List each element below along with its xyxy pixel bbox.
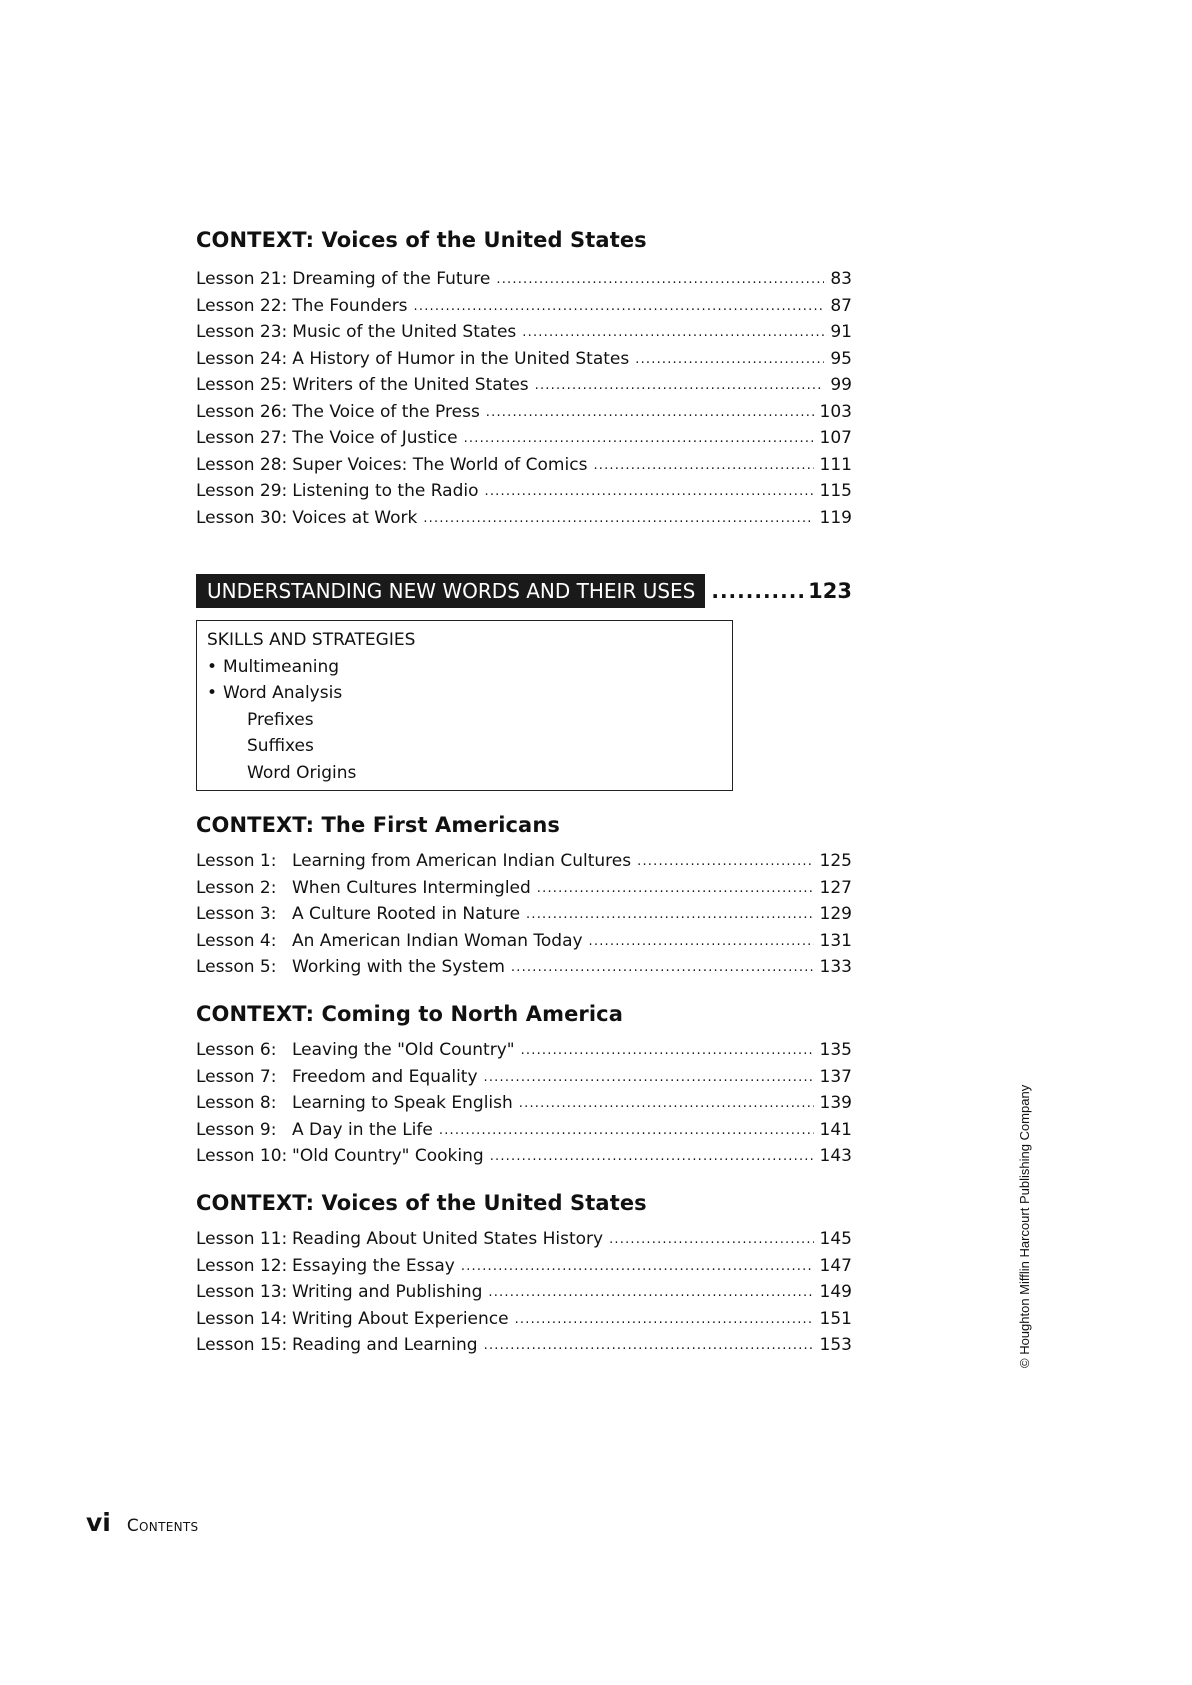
lesson-number: Lesson 12:	[196, 1255, 288, 1276]
lesson-number: Lesson 14:	[196, 1308, 288, 1329]
lesson-number: Lesson 6:	[196, 1040, 277, 1060]
toc-row	[196, 1256, 852, 1283]
page-number: 137	[819, 1066, 852, 1087]
dot-leader	[593, 454, 813, 474]
page-number: 91	[830, 322, 852, 342]
lesson-title: Reading and Learning	[292, 1335, 478, 1355]
toc-row	[196, 481, 852, 508]
lesson-title: Reading About United States History	[292, 1229, 604, 1249]
lesson-number: Lesson 26:	[196, 401, 288, 422]
toc-row	[196, 1067, 852, 1094]
page-number: 95	[830, 348, 852, 369]
unit-banner-row	[196, 574, 852, 608]
dot-leader	[461, 1255, 814, 1275]
lesson-number: Lesson 27:	[196, 428, 288, 448]
lesson-number: Lesson 30:	[196, 507, 288, 528]
section-heading: CONTEXT: The First Americans	[196, 813, 560, 837]
page-number: 127	[819, 877, 852, 898]
dot-leader	[484, 1334, 814, 1354]
lesson-list	[196, 851, 852, 984]
toc-section-first-americans	[196, 813, 852, 984]
lesson-title: Voices at Work	[292, 507, 418, 528]
dot-leader	[496, 268, 824, 288]
page-number: 129	[819, 904, 852, 924]
dot-leader	[635, 348, 824, 368]
page-number: 119	[819, 507, 852, 528]
toc-row	[196, 878, 852, 905]
toc-row	[196, 402, 852, 429]
dot-leader	[535, 374, 825, 394]
lesson-number: Lesson 11:	[196, 1229, 288, 1249]
lesson-title: Super Voices: The World of Comics	[292, 454, 588, 475]
dot-leader	[511, 956, 814, 976]
toc-row	[196, 1093, 852, 1120]
dot-leader	[439, 1119, 814, 1139]
lesson-number: Lesson 5:	[196, 957, 277, 977]
bullet-icon: •	[207, 683, 218, 703]
lesson-title: Music of the United States	[292, 322, 517, 342]
lesson-title: The Voice of Justice	[292, 428, 458, 448]
page-number: 115	[819, 481, 852, 501]
dot-leader	[488, 1281, 813, 1301]
lesson-number: Lesson 22:	[196, 295, 288, 316]
dot-leader	[522, 321, 824, 341]
copyright-notice: © Houghton Mifflin Harcourt Publishing Company	[1017, 1084, 1032, 1368]
lesson-number: Lesson 8:	[196, 1093, 277, 1113]
lesson-title: Writers of the United States	[292, 375, 529, 395]
unit-banner-title: UNDERSTANDING NEW WORDS AND THEIR USES	[196, 574, 705, 608]
skills-item-label: Multimeaning	[223, 656, 340, 677]
lesson-number: Lesson 4:	[196, 930, 277, 951]
skills-box	[196, 620, 733, 791]
skills-item	[207, 657, 732, 684]
dot-leader	[486, 401, 814, 421]
toc-row	[196, 904, 852, 931]
lesson-title: Essaying the Essay	[292, 1255, 455, 1276]
page-number: 145	[819, 1229, 852, 1249]
lesson-title: When Cultures Intermingled	[292, 877, 531, 898]
dot-leader	[464, 427, 814, 447]
toc-row	[196, 296, 852, 323]
lesson-title: Writing and Publishing	[292, 1282, 483, 1302]
toc-row	[196, 1282, 852, 1309]
dot-leader	[490, 1145, 814, 1165]
dot-leader	[423, 507, 813, 527]
toc-row	[196, 428, 852, 455]
dot-leader	[711, 579, 804, 603]
page-footer	[86, 1508, 198, 1537]
toc-row	[196, 1120, 852, 1147]
lesson-list	[196, 1040, 852, 1173]
lesson-number: Lesson 28:	[196, 454, 288, 475]
lesson-title: Learning to Speak English	[292, 1093, 513, 1113]
lesson-number: Lesson 25:	[196, 375, 288, 395]
lesson-number: Lesson 10:	[196, 1146, 288, 1166]
lesson-title: Writing About Experience	[292, 1308, 509, 1329]
lesson-title: Listening to the Radio	[292, 481, 479, 501]
dot-leader	[484, 1066, 814, 1086]
lesson-title: An American Indian Woman Today	[292, 930, 583, 951]
page-number: 107	[819, 428, 852, 448]
page-number: 133	[819, 957, 852, 977]
skills-subitem: Suffixes	[247, 736, 314, 756]
section-heading: CONTEXT: Voices of the United States	[196, 228, 647, 252]
dot-leader	[414, 295, 825, 315]
page-number: 131	[819, 930, 852, 951]
lesson-number: Lesson 23:	[196, 322, 288, 342]
toc-section-voices-11-15	[196, 1191, 852, 1362]
dot-leader	[537, 877, 814, 897]
page-number: 125	[819, 851, 852, 871]
toc-row	[196, 957, 852, 984]
section-heading: CONTEXT: Coming to North America	[196, 1002, 623, 1026]
page-number: 151	[819, 1308, 852, 1329]
lesson-number: Lesson 9:	[196, 1119, 277, 1140]
toc-row	[196, 1146, 852, 1173]
dot-leader	[589, 930, 814, 950]
dot-leader	[519, 1092, 814, 1112]
lesson-title: A Culture Rooted in Nature	[292, 904, 521, 924]
dot-leader	[526, 903, 814, 923]
page-number: 83	[830, 269, 852, 289]
lesson-title: Leaving the "Old Country"	[292, 1040, 515, 1060]
toc-row	[196, 931, 852, 958]
toc-row	[196, 851, 852, 878]
page-number: 135	[819, 1040, 852, 1060]
page-number: 87	[830, 295, 852, 316]
dot-leader	[484, 480, 813, 500]
toc-row	[196, 322, 852, 349]
skills-heading: SKILLS AND STRATEGIES	[207, 630, 416, 650]
dot-leader	[521, 1039, 814, 1059]
toc-row	[196, 1229, 852, 1256]
skills-subitem: Word Origins	[247, 762, 357, 783]
footer-page-number: vi	[86, 1508, 111, 1537]
toc-row	[196, 269, 852, 296]
page-number: 143	[819, 1146, 852, 1166]
lesson-number: Lesson 2:	[196, 877, 277, 898]
toc-row	[196, 375, 852, 402]
bullet-icon: •	[207, 656, 218, 677]
toc-row	[196, 1040, 852, 1067]
lesson-number: Lesson 21:	[196, 269, 288, 289]
lesson-number: Lesson 24:	[196, 348, 288, 369]
lesson-number: Lesson 15:	[196, 1335, 288, 1355]
page-number: 149	[819, 1282, 852, 1302]
toc-row	[196, 508, 852, 535]
lesson-number: Lesson 29:	[196, 481, 288, 501]
dot-leader	[637, 850, 813, 870]
toc-row	[196, 349, 852, 376]
lesson-title: "Old Country" Cooking	[292, 1146, 484, 1166]
lesson-number: Lesson 3:	[196, 904, 277, 924]
toc-row	[196, 1335, 852, 1362]
lesson-title: A History of Humor in the United States	[292, 348, 630, 369]
skills-subitem: Prefixes	[247, 709, 314, 730]
skills-item	[207, 683, 732, 710]
page-number: 103	[819, 401, 852, 422]
dot-leader	[609, 1228, 813, 1248]
lesson-title: The Founders	[292, 295, 408, 316]
toc-row	[196, 1309, 852, 1336]
unit-page-number: 123	[808, 579, 852, 603]
skills-item-label: Word Analysis	[223, 683, 343, 703]
lesson-title: Dreaming of the Future	[292, 269, 491, 289]
page-number: 139	[819, 1093, 852, 1113]
page-number: 141	[819, 1119, 852, 1140]
toc-row	[196, 455, 852, 482]
lesson-title: A Day in the Life	[292, 1119, 433, 1140]
page-number: 99	[830, 375, 852, 395]
toc-section-north-america	[196, 1002, 852, 1173]
lesson-list	[196, 269, 852, 534]
dot-leader	[515, 1308, 814, 1328]
page-number: 153	[819, 1335, 852, 1355]
lesson-title: Learning from American Indian Cultures	[292, 851, 632, 871]
lesson-list	[196, 1229, 852, 1362]
lesson-title: Working with the System	[292, 957, 505, 977]
page-number: 111	[819, 454, 852, 475]
page-number: 147	[819, 1255, 852, 1276]
lesson-title: Freedom and Equality	[292, 1066, 478, 1087]
footer-label: Contents	[126, 1516, 199, 1536]
toc-section-voices-21-30	[196, 228, 852, 534]
lesson-number: Lesson 7:	[196, 1066, 277, 1087]
lesson-number: Lesson 13:	[196, 1282, 288, 1302]
section-heading: CONTEXT: Voices of the United States	[196, 1191, 647, 1215]
lesson-number: Lesson 1:	[196, 851, 277, 871]
lesson-title: The Voice of the Press	[292, 401, 480, 422]
